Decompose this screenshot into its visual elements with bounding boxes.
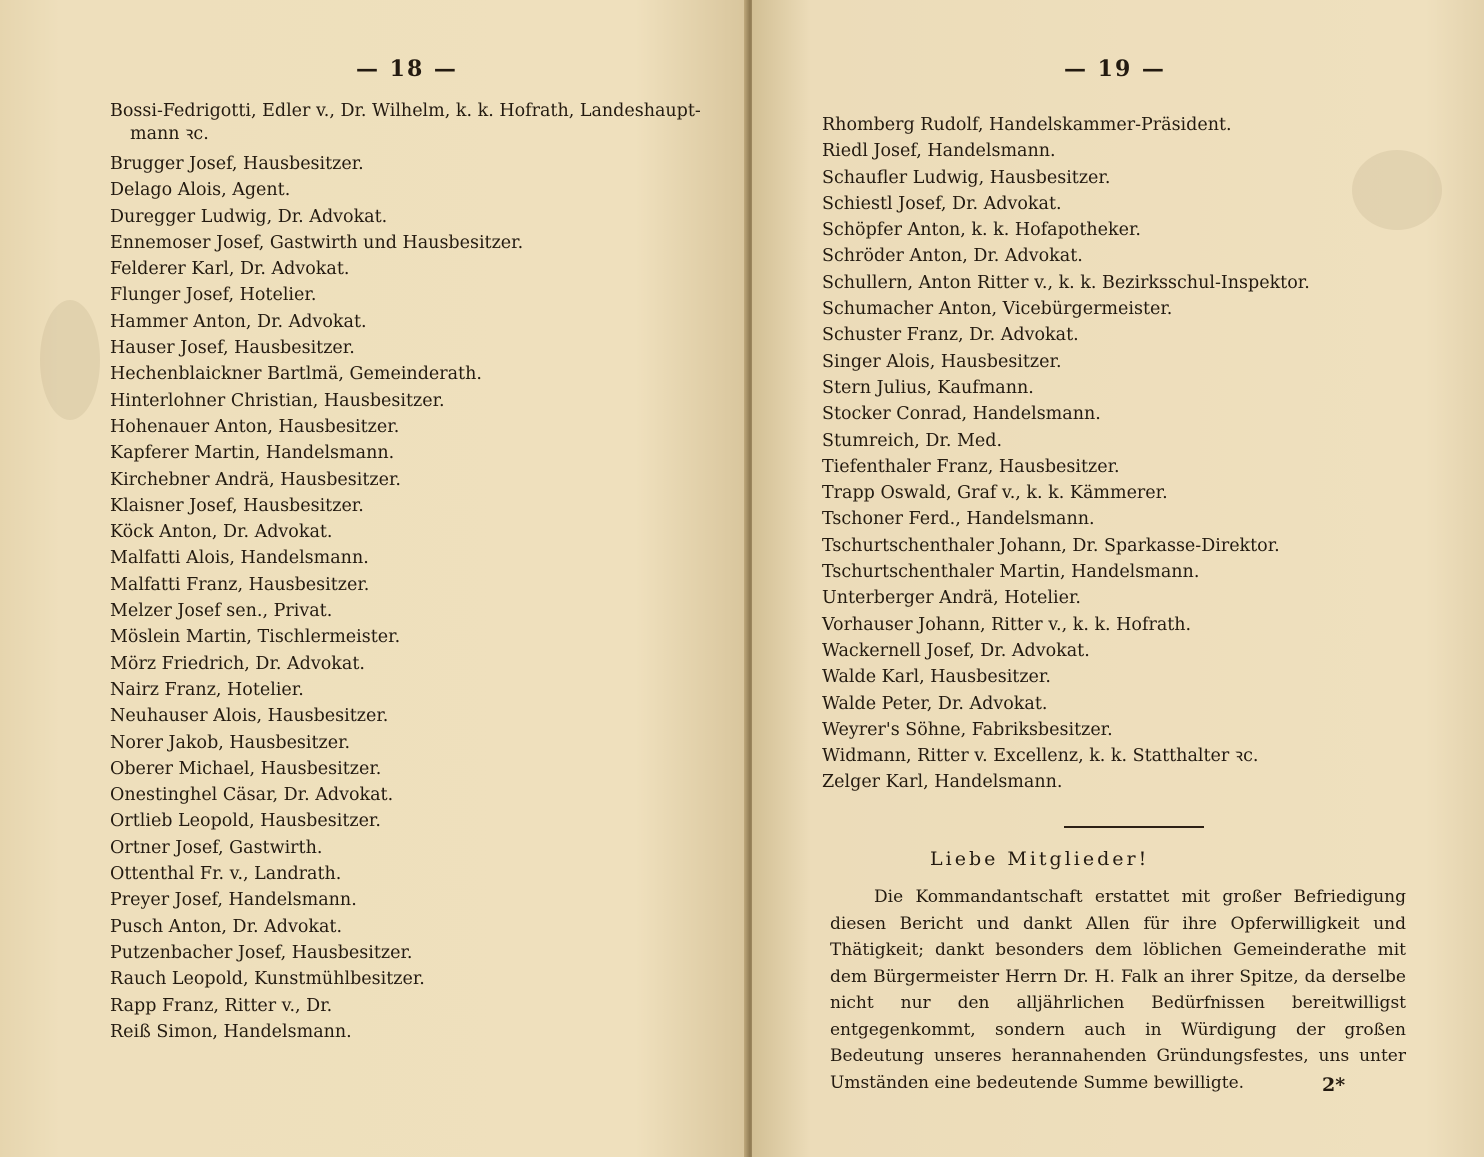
list-item bbox=[822, 769, 1442, 795]
member-entry-text: Flunger Josef, Hotelier. bbox=[110, 285, 317, 306]
member-entry-text: Melzer Josef sen., Privat. bbox=[110, 601, 333, 622]
list-item bbox=[110, 677, 710, 703]
member-entry-text: Kirchebner Andrä, Hausbesitzer. bbox=[110, 469, 401, 490]
greeting-heading: Liebe Mitglieder! bbox=[930, 848, 1150, 870]
member-list-left bbox=[110, 100, 710, 1045]
list-item bbox=[110, 1019, 710, 1045]
member-entry-text: Hammer Anton, Dr. Advokat. bbox=[110, 311, 367, 332]
list-item bbox=[822, 296, 1442, 322]
list-item bbox=[822, 112, 1442, 138]
list-item bbox=[822, 612, 1442, 638]
list-item bbox=[822, 664, 1442, 690]
list-item bbox=[822, 243, 1442, 269]
member-entry-text: Walde Peter, Dr. Advokat. bbox=[822, 693, 1048, 714]
page-number-left: — 18 — bbox=[356, 56, 458, 82]
member-entry-text: Mörz Friedrich, Dr. Advokat. bbox=[110, 653, 365, 674]
member-entry-text: Rapp Franz, Ritter v., Dr. bbox=[110, 995, 333, 1016]
member-entry-text: Tschoner Ferd., Handelsmann. bbox=[822, 509, 1095, 530]
member-entry-text: Ortner Josef, Gastwirth. bbox=[110, 837, 323, 858]
member-entry-text: Schöpfer Anton, k. k. Hofapotheker. bbox=[822, 220, 1141, 241]
member-entry-text: Ottenthal Fr. v., Landrath. bbox=[110, 864, 342, 885]
member-entry-text: Möslein Martin, Tischlermeister. bbox=[110, 627, 401, 648]
member-entry-text: Neuhauser Alois, Hausbesitzer. bbox=[110, 706, 389, 727]
list-item bbox=[822, 349, 1442, 375]
member-entry-continuation: mann ꝛc. bbox=[130, 124, 209, 144]
list-item bbox=[110, 100, 710, 146]
member-entry-text: Widmann, Ritter v. Excellenz, k. k. Statthalter ꝛc. bbox=[822, 746, 1259, 767]
list-item bbox=[110, 335, 710, 361]
list-item bbox=[822, 454, 1442, 480]
section-divider bbox=[1064, 826, 1204, 828]
list-item bbox=[110, 598, 710, 624]
member-entry-text: Schumacher Anton, Vicebürgermeister. bbox=[822, 299, 1173, 320]
list-item bbox=[822, 533, 1442, 559]
list-item bbox=[822, 559, 1442, 585]
member-entry-text: Bossi-Fedrigotti, Edler v., Dr. Wilhelm, k. k. Hofrath, Landeshaupt- bbox=[110, 101, 701, 121]
list-item bbox=[110, 256, 710, 282]
member-entry-text: Ortlieb Leopold, Hausbesitzer. bbox=[110, 811, 381, 832]
list-item bbox=[110, 440, 710, 466]
list-item bbox=[822, 191, 1442, 217]
member-entry-text: Tiefenthaler Franz, Hausbesitzer. bbox=[822, 456, 1120, 477]
paper-stain bbox=[40, 300, 100, 420]
list-item bbox=[110, 282, 710, 308]
list-item bbox=[110, 572, 710, 598]
member-entry-text: Schröder Anton, Dr. Advokat. bbox=[822, 246, 1083, 267]
member-entry-text: Kapferer Martin, Handelsmann. bbox=[110, 443, 395, 464]
member-entry-text: Putzenbacher Josef, Hausbesitzer. bbox=[110, 942, 413, 963]
list-item bbox=[110, 230, 710, 256]
list-item bbox=[822, 401, 1442, 427]
list-item bbox=[110, 624, 710, 650]
list-item bbox=[822, 270, 1442, 296]
member-entry-text: Rauch Leopold, Kunstmühlbesitzer. bbox=[110, 969, 425, 990]
member-entry-text: Rhomberg Rudolf, Handelskammer-Präsident. bbox=[822, 115, 1232, 135]
list-item bbox=[822, 217, 1442, 243]
member-entry-text: Wackernell Josef, Dr. Advokat. bbox=[822, 640, 1090, 661]
list-item bbox=[110, 309, 710, 335]
member-entry-text: Tschurtschenthaler Johann, Dr. Sparkasse-Direktor. bbox=[822, 535, 1280, 556]
member-entry-text: Stern Julius, Kaufmann. bbox=[822, 377, 1034, 398]
member-entry-text: Brugger Josef, Hausbesitzer. bbox=[110, 154, 364, 174]
list-item bbox=[822, 165, 1442, 191]
list-item bbox=[822, 506, 1442, 532]
member-entry-text: Reiß Simon, Handelsmann. bbox=[110, 1021, 352, 1042]
list-item bbox=[110, 808, 710, 834]
member-entry-text: Onestinghel Cäsar, Dr. Advokat. bbox=[110, 785, 394, 806]
list-item bbox=[110, 703, 710, 729]
member-entry-text: Duregger Ludwig, Dr. Advokat. bbox=[110, 206, 388, 227]
list-item bbox=[822, 585, 1442, 611]
member-entry-text: Norer Jakob, Hausbesitzer. bbox=[110, 732, 351, 753]
member-entry-text: Weyrer's Söhne, Fabriksbesitzer. bbox=[822, 719, 1113, 740]
member-entry-text: Unterberger Andrä, Hotelier. bbox=[822, 588, 1081, 609]
member-entry-text: Stumreich, Dr. Med. bbox=[822, 430, 1003, 451]
list-item bbox=[822, 322, 1442, 348]
list-item bbox=[822, 480, 1442, 506]
list-item bbox=[822, 743, 1442, 769]
list-item bbox=[110, 914, 710, 940]
member-entry-text: Walde Karl, Hausbesitzer. bbox=[822, 667, 1051, 688]
list-item bbox=[110, 467, 710, 493]
member-entry-text: Singer Alois, Hausbesitzer. bbox=[822, 351, 1062, 372]
member-entry-text: Felderer Karl, Dr. Advokat. bbox=[110, 259, 350, 280]
page-number-right: — 19 — bbox=[1064, 56, 1166, 82]
member-entry-text: Klaisner Josef, Hausbesitzer. bbox=[110, 495, 364, 516]
member-entry-text: Malfatti Franz, Hausbesitzer. bbox=[110, 574, 370, 595]
member-entry-text: Tschurtschenthaler Martin, Handelsmann. bbox=[822, 562, 1200, 583]
list-item bbox=[822, 691, 1442, 717]
list-item bbox=[110, 177, 710, 203]
member-entry-text: Ennemoser Josef, Gastwirth und Hausbesitzer. bbox=[110, 232, 524, 253]
member-entry-text: Riedl Josef, Handelsmann. bbox=[822, 141, 1056, 162]
member-entry-text: Köck Anton, Dr. Advokat. bbox=[110, 522, 333, 543]
list-item bbox=[110, 545, 710, 571]
member-entry-text: Trapp Oswald, Graf v., k. k. Kämmerer. bbox=[822, 483, 1168, 504]
member-entry-text: Vorhauser Johann, Ritter v., k. k. Hofrath. bbox=[822, 614, 1192, 635]
right-page bbox=[752, 0, 1484, 1157]
list-item bbox=[110, 151, 710, 177]
list-item bbox=[110, 493, 710, 519]
member-entry-text: Schullern, Anton Ritter v., k. k. Bezirksschul-Inspektor. bbox=[822, 272, 1310, 293]
list-item bbox=[110, 519, 710, 545]
list-item bbox=[110, 388, 710, 414]
list-item bbox=[822, 138, 1442, 164]
list-item bbox=[822, 375, 1442, 401]
member-entry-text: Hechenblaickner Bartlmä, Gemeinderath. bbox=[110, 364, 482, 385]
list-item bbox=[110, 730, 710, 756]
member-list-right bbox=[822, 112, 1442, 796]
signature-mark: 2* bbox=[1322, 1074, 1346, 1096]
list-item bbox=[110, 887, 710, 913]
list-item bbox=[110, 940, 710, 966]
member-entry-text: Oberer Michael, Hausbesitzer. bbox=[110, 758, 382, 779]
member-entry-text: Hohenauer Anton, Hausbesitzer. bbox=[110, 416, 400, 437]
list-item bbox=[110, 414, 710, 440]
member-entry-text: Schiestl Josef, Dr. Advokat. bbox=[822, 193, 1062, 214]
list-item bbox=[110, 861, 710, 887]
list-item bbox=[110, 966, 710, 992]
member-entry-text: Schaufler Ludwig, Hausbesitzer. bbox=[822, 167, 1111, 188]
member-entry-text: Hauser Josef, Hausbesitzer. bbox=[110, 338, 355, 359]
member-entry-text: Zelger Karl, Handelsmann. bbox=[822, 772, 1063, 793]
list-item bbox=[110, 204, 710, 230]
list-item bbox=[110, 993, 710, 1019]
list-item bbox=[110, 782, 710, 808]
member-entry-text: Stocker Conrad, Handelsmann. bbox=[822, 404, 1101, 425]
member-entry-text: Pusch Anton, Dr. Advokat. bbox=[110, 916, 343, 937]
list-item bbox=[822, 428, 1442, 454]
closing-paragraph: Die Kommandantschaft erstattet mit großer Befriedigung diesen Bericht und dankt Allen für ihre Opferwilligkeit und Thätigkeit; dankt besonders dem löblichen Gemeinderathe mit dem Bürgermeister Herrn Dr. H. Falk an ihrer Spitze, da derselbe nicht nur den alljährlichen Bedürfnissen bereitwilligst entgegenkommt, sondern auch in Würdigung der großen Bedeutung unseres herannahenden Gründungsfestes, uns unter Umständen eine bedeutende Summe bewilligte. bbox=[830, 887, 1406, 1093]
member-entry-text: Hinterlohner Christian, Hausbesitzer. bbox=[110, 390, 445, 411]
list-item bbox=[110, 651, 710, 677]
list-item bbox=[110, 361, 710, 387]
member-entry-text: Schuster Franz, Dr. Advokat. bbox=[822, 325, 1079, 346]
member-entry-text: Preyer Josef, Handelsmann. bbox=[110, 890, 357, 911]
member-entry-text: Nairz Franz, Hotelier. bbox=[110, 679, 304, 700]
list-item bbox=[110, 756, 710, 782]
member-entry-text: Malfatti Alois, Handelsmann. bbox=[110, 548, 369, 569]
list-item bbox=[110, 835, 710, 861]
list-item bbox=[822, 638, 1442, 664]
member-entry-text: Delago Alois, Agent. bbox=[110, 180, 291, 201]
list-item bbox=[822, 717, 1442, 743]
